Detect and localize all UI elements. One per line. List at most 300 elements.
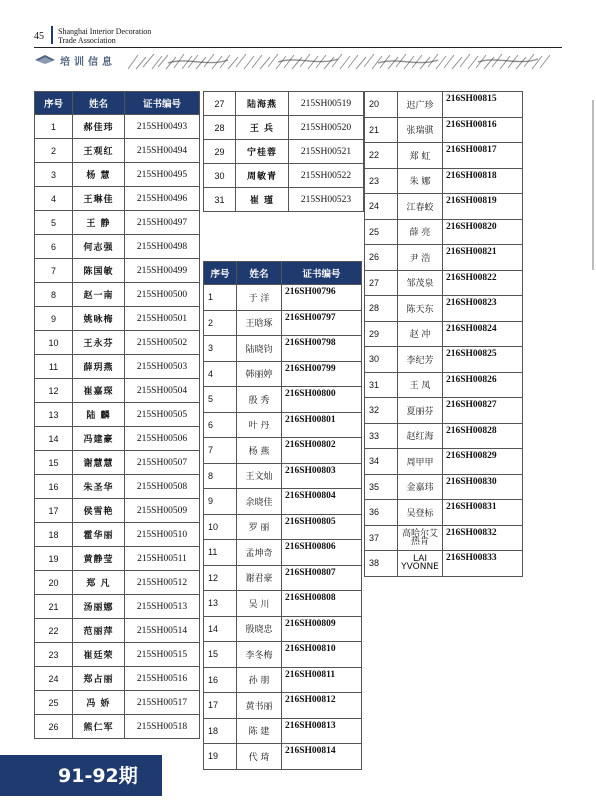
certificate-number: 216SH00799 (282, 361, 362, 387)
certificate-number: 215SH00513 (125, 595, 200, 619)
row-number: 8 (35, 283, 73, 307)
person-name: 孟坤奇 (237, 540, 282, 566)
table-row (204, 616, 362, 642)
table-row (365, 423, 523, 449)
row-number: 3 (204, 336, 237, 362)
row-number: 21 (365, 117, 398, 143)
certificate-number: 216SH00819 (443, 194, 523, 220)
person-name: 王文灿 (237, 463, 282, 489)
person-name: 谢慧慧 (73, 451, 125, 475)
row-number: 25 (365, 219, 398, 245)
row-number: 35 (365, 474, 398, 500)
certificate-number: 215SH00519 (289, 92, 364, 116)
person-name: 郝佳玮 (73, 115, 125, 139)
row-number: 14 (35, 427, 73, 451)
row-number: 20 (35, 571, 73, 595)
certificate-number: 216SH00803 (282, 463, 362, 489)
table-row (365, 525, 523, 551)
row-number: 27 (365, 270, 398, 296)
certificate-number: 216SH00831 (443, 500, 523, 526)
association-name-line1: Shanghai Interior Decoration (58, 27, 152, 36)
certificate-number: 215SH00509 (125, 499, 200, 523)
certificate-number: 215SH00522 (289, 164, 364, 188)
certificate-number: 215SH00506 (125, 427, 200, 451)
person-name: 夏丽芬 (398, 398, 443, 424)
header-rule (34, 47, 562, 48)
row-number: 12 (204, 565, 237, 591)
association-name-line2: Trade Association (58, 36, 116, 45)
row-number: 10 (35, 331, 73, 355)
table-row (365, 143, 523, 169)
table-row (35, 451, 200, 475)
row-number: 13 (204, 591, 237, 617)
certificate-number: 215SH00503 (125, 355, 200, 379)
table-row (204, 164, 364, 188)
issue-banner (0, 755, 162, 796)
row-number: 12 (35, 379, 73, 403)
row-number: 24 (35, 667, 73, 691)
table-row (35, 163, 200, 187)
person-name: 薛 亮 (398, 219, 443, 245)
person-name: 陆 麟 (73, 403, 125, 427)
certificate-number: 216SH00817 (443, 143, 523, 169)
certificate-number: 216SH00832 (443, 525, 523, 551)
certificate-number: 216SH00830 (443, 474, 523, 500)
table-row (35, 331, 200, 355)
table-row (365, 321, 523, 347)
person-name: 陈天东 (398, 296, 443, 322)
table-row (35, 139, 200, 163)
row-number: 28 (365, 296, 398, 322)
row-number: 14 (204, 616, 237, 642)
table-row (365, 347, 523, 373)
table-row (365, 500, 523, 526)
certificate-number: 215SH00510 (125, 523, 200, 547)
table-row (35, 283, 200, 307)
row-number: 26 (365, 245, 398, 271)
column-header-no: 序号 (204, 262, 237, 285)
person-name: 尹 浩 (398, 245, 443, 271)
certificate-number: 215SH00511 (125, 547, 200, 571)
person-name: 谢君豪 (237, 565, 282, 591)
certificate-number: 215SH00502 (125, 331, 200, 355)
table-row (35, 475, 200, 499)
table-row (204, 412, 362, 438)
row-number: 34 (365, 449, 398, 475)
row-number: 15 (204, 642, 237, 668)
person-name: 姚咏梅 (73, 307, 125, 331)
certificate-number: 216SH00802 (282, 438, 362, 464)
person-name: 郑占丽 (73, 667, 125, 691)
person-name: 周甲甲 (398, 449, 443, 475)
certificate-number: 215SH00501 (125, 307, 200, 331)
certificate-number: 216SH00804 (282, 489, 362, 515)
table-row (35, 379, 200, 403)
row-number: 3 (35, 163, 73, 187)
row-number: 33 (365, 423, 398, 449)
table-row (204, 718, 362, 744)
row-number: 16 (35, 475, 73, 499)
row-number: 23 (35, 643, 73, 667)
roster-table-4 (364, 91, 523, 577)
roster-table-2 (203, 91, 364, 212)
row-number: 11 (204, 540, 237, 566)
table-row (365, 219, 523, 245)
person-name: 陆海燕 (236, 92, 289, 116)
person-name: 冯 娇 (73, 691, 125, 715)
certificate-number: 216SH00823 (443, 296, 523, 322)
table-row (35, 595, 200, 619)
row-number: 29 (204, 140, 236, 164)
person-name: 李纪芳 (398, 347, 443, 373)
person-name: 赵红海 (398, 423, 443, 449)
certificate-number: 215SH00515 (125, 643, 200, 667)
table-row (365, 168, 523, 194)
table-row (365, 270, 523, 296)
row-number: 13 (35, 403, 73, 427)
row-number: 22 (365, 143, 398, 169)
table-row (365, 245, 523, 271)
table-row (204, 361, 362, 387)
certificate-number: 215SH00512 (125, 571, 200, 595)
row-number: 32 (365, 398, 398, 424)
row-number: 22 (35, 619, 73, 643)
table-row (365, 92, 523, 118)
certificate-number: 216SH00801 (282, 412, 362, 438)
table-row (35, 355, 200, 379)
row-number: 17 (204, 693, 237, 719)
certificate-number: 215SH00495 (125, 163, 200, 187)
certificate-number: 216SH00816 (443, 117, 523, 143)
table-row (35, 427, 200, 451)
certificate-number: 216SH00821 (443, 245, 523, 271)
person-name: 江春蛟 (398, 194, 443, 220)
row-number: 2 (204, 310, 237, 336)
certificate-number: 216SH00818 (443, 168, 523, 194)
book-icon (35, 54, 55, 64)
row-number: 37 (365, 525, 398, 551)
table-row (35, 115, 200, 139)
person-name: 赵一南 (73, 283, 125, 307)
table-row (365, 398, 523, 424)
person-name: 崔 瑾 (236, 188, 289, 212)
row-number: 19 (35, 547, 73, 571)
certificate-number: 216SH00800 (282, 387, 362, 413)
person-name: 王观红 (73, 139, 125, 163)
table-row (35, 403, 200, 427)
table-row (204, 565, 362, 591)
person-name: 熊仁军 (73, 715, 125, 739)
person-name: 王 兵 (236, 116, 289, 140)
table-row (35, 523, 200, 547)
table-header-row (35, 92, 200, 115)
person-name: 郑 凡 (73, 571, 125, 595)
row-number: 11 (35, 355, 73, 379)
table-row (204, 540, 362, 566)
roster-table-3 (203, 261, 362, 770)
certificate-number: 216SH00811 (282, 667, 362, 693)
certificate-number: 215SH00508 (125, 475, 200, 499)
certificate-number: 215SH00518 (125, 715, 200, 739)
person-name: 宁桂蓉 (236, 140, 289, 164)
row-number: 29 (365, 321, 398, 347)
certificate-number: 216SH00822 (443, 270, 523, 296)
person-name: 孙 朋 (237, 667, 282, 693)
association-name (58, 27, 151, 45)
row-number: 4 (35, 187, 73, 211)
row-number: 26 (35, 715, 73, 739)
row-number: 10 (204, 514, 237, 540)
person-name: 王 凤 (398, 372, 443, 398)
table-row (204, 463, 362, 489)
person-name: 邹茂泉 (398, 270, 443, 296)
row-number: 31 (204, 188, 236, 212)
table-row (365, 474, 523, 500)
person-name: 周敏青 (236, 164, 289, 188)
table-row (204, 591, 362, 617)
table-row (204, 642, 362, 668)
certificate-number: 215SH00496 (125, 187, 200, 211)
certificate-number: 215SH00514 (125, 619, 200, 643)
person-name: 郑 虹 (398, 143, 443, 169)
certificate-number: 216SH00812 (282, 693, 362, 719)
certificate-number: 216SH00828 (443, 423, 523, 449)
table-row (35, 235, 200, 259)
person-name: 殷 秀 (237, 387, 282, 413)
person-name: 王 静 (73, 211, 125, 235)
table-row (365, 194, 523, 220)
row-number: 9 (204, 489, 237, 515)
table-row (35, 715, 200, 739)
table-row (35, 307, 200, 331)
certificate-number: 215SH00497 (125, 211, 200, 235)
person-name: 余晓佳 (237, 489, 282, 515)
table-row (204, 489, 362, 515)
person-name: 黄静莹 (73, 547, 125, 571)
certificate-number: 216SH00824 (443, 321, 523, 347)
certificate-number: 215SH00523 (289, 188, 364, 212)
person-name: 杨 慧 (73, 163, 125, 187)
person-name: 赵 冲 (398, 321, 443, 347)
table-row (35, 643, 200, 667)
certificate-number: 216SH00826 (443, 372, 523, 398)
row-number: 5 (204, 387, 237, 413)
table-row (204, 693, 362, 719)
row-number: 20 (365, 92, 398, 118)
page-number: 45 (34, 31, 44, 42)
certificate-number: 215SH00516 (125, 667, 200, 691)
certificate-number: 215SH00505 (125, 403, 200, 427)
person-name: 张瑞骐 (398, 117, 443, 143)
certificate-number: 215SH00499 (125, 259, 200, 283)
certificate-number: 216SH00825 (443, 347, 523, 373)
certificate-number: 216SH00797 (282, 310, 362, 336)
header-divider (51, 26, 53, 44)
row-number: 38 (365, 551, 398, 577)
table-row (204, 438, 362, 464)
row-number: 31 (365, 372, 398, 398)
certificate-number: 215SH00507 (125, 451, 200, 475)
person-name: 陆晓钧 (237, 336, 282, 362)
person-name: 代 琦 (237, 744, 282, 770)
certificate-number: 215SH00500 (125, 283, 200, 307)
person-name: 陈 建 (237, 718, 282, 744)
person-name: 朱圣华 (73, 475, 125, 499)
row-number: 5 (35, 211, 73, 235)
person-name: 殷晓忠 (237, 616, 282, 642)
table-row (365, 551, 523, 577)
table-row (204, 310, 362, 336)
person-name: 陈国敏 (73, 259, 125, 283)
person-name: 杨 燕 (237, 438, 282, 464)
row-number: 23 (365, 168, 398, 194)
table-row (204, 744, 362, 770)
person-name: 吴登标 (398, 500, 443, 526)
person-name: 王永芬 (73, 331, 125, 355)
person-name: 金嘉玮 (398, 474, 443, 500)
person-name: 王晗琢 (237, 310, 282, 336)
certificate-number: 216SH00806 (282, 540, 362, 566)
certificate-number: 215SH00498 (125, 235, 200, 259)
certificate-number: 215SH00521 (289, 140, 364, 164)
table-row (35, 499, 200, 523)
certificate-number: 216SH00810 (282, 642, 362, 668)
column-header-name: 姓名 (237, 262, 282, 285)
certificate-number: 216SH00829 (443, 449, 523, 475)
person-name: 韩丽婷 (237, 361, 282, 387)
table-row (35, 571, 200, 595)
table-row (204, 285, 362, 311)
person-name: 崔嘉琛 (73, 379, 125, 403)
certificate-number: 216SH00805 (282, 514, 362, 540)
certificate-number: 215SH00520 (289, 116, 364, 140)
person-name: 何志强 (73, 235, 125, 259)
section-title: 培训信息 (60, 57, 116, 68)
certificate-number: 216SH00808 (282, 591, 362, 617)
table-row (365, 449, 523, 475)
person-name: 冯建豪 (73, 427, 125, 451)
certificate-number: 216SH00815 (443, 92, 523, 118)
person-name: 侯雪艳 (73, 499, 125, 523)
row-number: 1 (204, 285, 237, 311)
certificate-number: 216SH00814 (282, 744, 362, 770)
table-row (204, 116, 364, 140)
row-number: 8 (204, 463, 237, 489)
table-row (204, 140, 364, 164)
table-row (35, 619, 200, 643)
table-row (35, 547, 200, 571)
certificate-number: 216SH00820 (443, 219, 523, 245)
row-number: 15 (35, 451, 73, 475)
row-number: 25 (35, 691, 73, 715)
row-number: 30 (365, 347, 398, 373)
table-row (35, 211, 200, 235)
person-name: 迟广珍 (398, 92, 443, 118)
person-name: 高哈尔艾热肯 (398, 525, 443, 551)
certificate-number: 215SH00493 (125, 115, 200, 139)
row-number: 6 (204, 412, 237, 438)
certificate-number: 216SH00796 (282, 285, 362, 311)
person-name: 罗 丽 (237, 514, 282, 540)
table-header-row (204, 262, 362, 285)
table-row (365, 296, 523, 322)
certificate-number: 215SH00517 (125, 691, 200, 715)
row-number: 7 (35, 259, 73, 283)
column-header-no: 序号 (35, 92, 73, 115)
certificate-number: 216SH00798 (282, 336, 362, 362)
roster-table-1 (34, 91, 200, 739)
row-number: 7 (204, 438, 237, 464)
table-row (204, 92, 364, 116)
person-name: 朱 娜 (398, 168, 443, 194)
person-name: 霍华丽 (73, 523, 125, 547)
row-number: 2 (35, 139, 73, 163)
page-edge-decoration (590, 100, 596, 270)
row-number: 16 (204, 667, 237, 693)
certificate-number: 216SH00833 (443, 551, 523, 577)
row-number: 36 (365, 500, 398, 526)
row-number: 28 (204, 116, 236, 140)
column-header-name: 姓名 (73, 92, 125, 115)
row-number: 18 (204, 718, 237, 744)
row-number: 4 (204, 361, 237, 387)
row-number: 19 (204, 744, 237, 770)
table-row (204, 514, 362, 540)
table-row (35, 259, 200, 283)
person-name: 李冬梅 (237, 642, 282, 668)
certificate-number: 215SH00504 (125, 379, 200, 403)
person-name: LAI YVONNE (398, 551, 443, 577)
row-number: 30 (204, 164, 236, 188)
person-name: 范丽萍 (73, 619, 125, 643)
certificate-number: 216SH00813 (282, 718, 362, 744)
person-name: 王琳佳 (73, 187, 125, 211)
table-row (204, 188, 364, 212)
row-number: 17 (35, 499, 73, 523)
person-name: 薛玥燕 (73, 355, 125, 379)
certificate-number: 216SH00809 (282, 616, 362, 642)
column-header-cert: 证书编号 (282, 262, 362, 285)
row-number: 1 (35, 115, 73, 139)
table-row (35, 667, 200, 691)
row-number: 18 (35, 523, 73, 547)
row-number: 9 (35, 307, 73, 331)
table-row (204, 667, 362, 693)
certificate-number: 216SH00807 (282, 565, 362, 591)
table-row (204, 336, 362, 362)
column-header-cert: 证书编号 (125, 92, 200, 115)
row-number: 21 (35, 595, 73, 619)
certificate-number: 215SH00494 (125, 139, 200, 163)
person-name: 黄书丽 (237, 693, 282, 719)
table-row (365, 117, 523, 143)
person-name: 汤丽娜 (73, 595, 125, 619)
row-number: 24 (365, 194, 398, 220)
person-name: 于 洋 (237, 285, 282, 311)
table-row (365, 372, 523, 398)
table-row (204, 387, 362, 413)
row-number: 6 (35, 235, 73, 259)
person-name: 叶 丹 (237, 412, 282, 438)
person-name: 崔廷荣 (73, 643, 125, 667)
row-number: 27 (204, 92, 236, 116)
person-name: 吴 川 (237, 591, 282, 617)
certificate-number: 216SH00827 (443, 398, 523, 424)
table-row (35, 187, 200, 211)
table-row (35, 691, 200, 715)
issue-number: 91-92期 (58, 765, 138, 787)
decorative-pattern (128, 51, 558, 73)
